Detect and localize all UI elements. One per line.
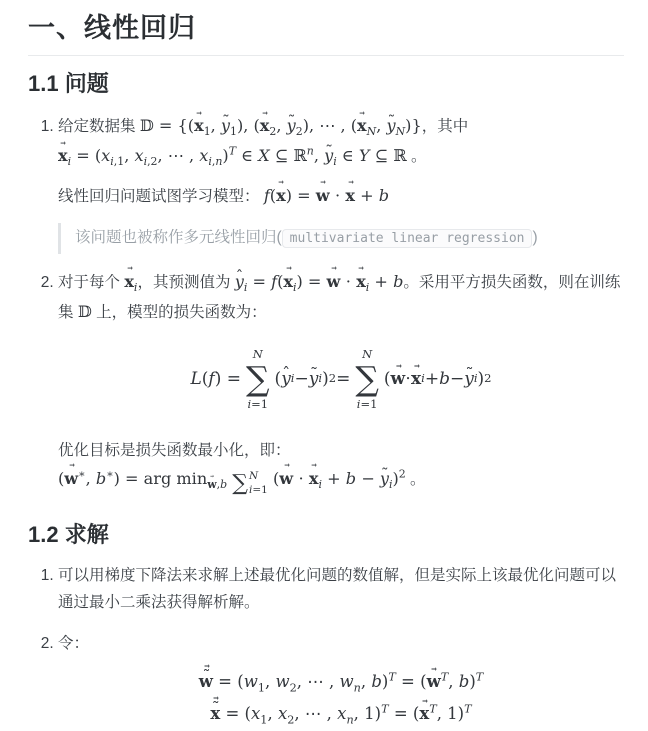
list-item-dataset	[58, 112, 624, 253]
page-title: 一、线性回归	[28, 12, 624, 56]
dataset-definition-line2: $x \to_i = (x_{i,1}$, $x_{i,2}$, ⋯ , $x_{i,n})^T$ ∈ X ⊆ ℝ$^n$, y $˜_i$ ∈ Y ⊆ ℝ 。	[58, 142, 624, 172]
inline-code-chip: multivariate linear regression	[282, 229, 533, 248]
gradient-descent-text: 1. 可以用梯度下降法来求解上述最优化问题的数值解，但是实际上该最优化问题可以通过最小二乘法获得解析解。	[58, 567, 617, 611]
optimization-goal-text: 优化目标是损失函数最小化，即：	[58, 442, 291, 460]
solution-list	[28, 563, 624, 731]
blockquote-text-prefix: 该问题也被称作多元线性回归(	[75, 229, 282, 247]
list-item-let	[58, 631, 624, 731]
section-1-1-heading: 1.1 问题	[28, 70, 109, 96]
dataset-definition-line1: 1. 给定数据集 𝔻 = {($x \to_1$, y $˜_1$), ($x \to_2$, y $˜_2$), ⋯ , ($x \to_N$, y $˜_N$)}，其中	[58, 112, 624, 142]
section-1-2-heading: 1.2 求解	[28, 521, 109, 547]
list-item-loss	[58, 268, 624, 497]
blockquote-text-suffix: )	[532, 229, 538, 247]
loss-function-equation: L ( f ) = N ∑ i=1 ( y ˆ i − y ˜ i ) 2 = N ∑ i=1 ( w → ⋅ x → i + b − y ˜ i ) 2	[58, 347, 624, 413]
note-blockquote	[58, 223, 624, 254]
prediction-paragraph: 2. 对于每个 $x \to_i$，其预测值为 y ˆ$_i$ = $f(x \to_i) = w$ → ⋅ $x \to_i + b$。采用平方损失函数，则在训练集 𝔻 上，模型的损失函数为：	[58, 268, 624, 327]
list-item-gradient-descent	[58, 563, 624, 616]
augmented-w-equation: ˜ w → = ($w_1$, $w_2$, ⋯ , $w_n$, b)$^T$ = (w →$^T$, b)$^T$	[58, 667, 624, 699]
let-label: 2. 令：	[58, 634, 90, 652]
augmented-x-equation: ˜ x → = ($x_1$, $x_2$, ⋯ , $x_n$, 1)$^T$ = (x →$^T$, 1)$^T$	[58, 699, 624, 731]
problem-list	[28, 112, 624, 496]
model-definition: 线性回归问题试图学习模型： f(x →) = w → ⋅ x → + b	[58, 182, 624, 211]
argmin-equation: (w →∗, b∗) = arg $\min_{w \to,b}$ ∑ N i=1 (w → ⋅ $x \to_i + b - y$ $˜_i)^2$ 。	[58, 465, 624, 497]
augmented-vectors-equations	[58, 667, 624, 731]
